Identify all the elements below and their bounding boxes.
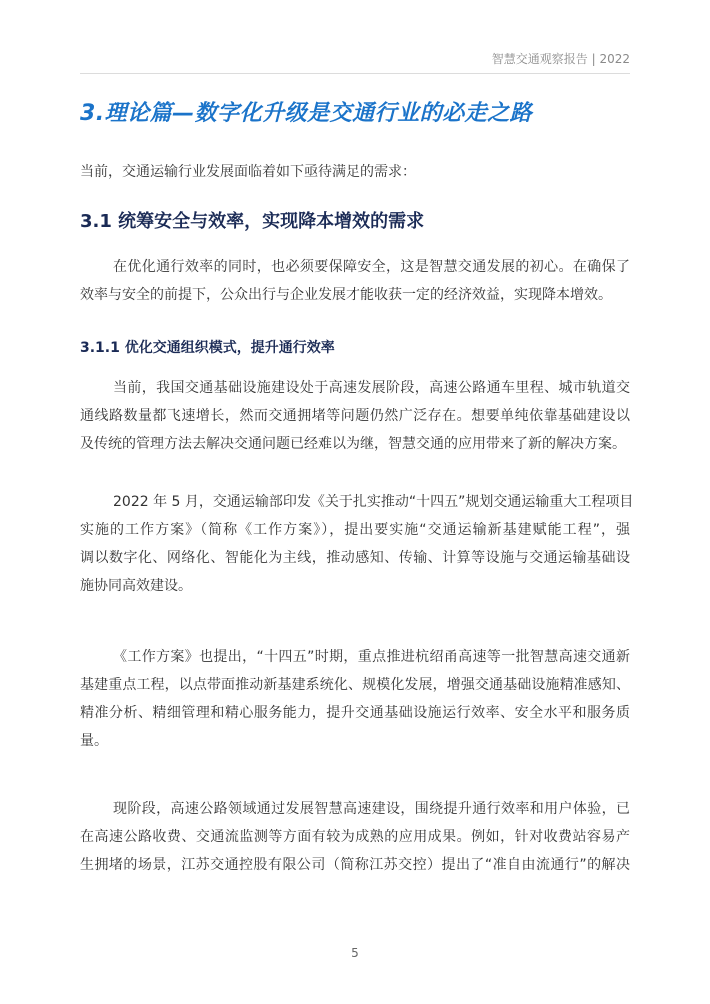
paragraph-line: 在高速公路收费、交通流监测等方面有较为成熟的应用成果。例如，针对收费站容易产 — [80, 829, 630, 845]
paragraph-line: 施协同高效建设。 — [80, 578, 192, 594]
paragraph-line: 《工作方案》也提出，“十四五”时期，重点推进杭绍甬高速等一批智慧高速交通新 — [113, 649, 630, 665]
paragraph-line: 及传统的管理方法去解决交通问题已经难以为继，智慧交通的应用带来了新的解决方案。 — [80, 436, 626, 452]
paragraph-3-1-1-a — [80, 374, 630, 458]
paragraph-line: 基建重点工程，以点带面推动新基建系统化、规模化发展，增强交通基础设施精准感知、 — [80, 677, 630, 693]
paragraph-3-1-1-b — [80, 488, 634, 600]
paragraph-line: 实施的工作方案》（简称《工作方案》），提出要实施“交通运输新基建赋能工程”，强 — [80, 522, 630, 538]
paragraph-line: 现阶段，高速公路领域通过发展智慧高速建设，围绕提升通行效率和用户体验，已 — [113, 801, 630, 817]
section-heading-3-1: 3.1 统筹安全与效率，实现降本增效的需求 — [80, 211, 425, 232]
page-number: 5 — [351, 946, 359, 960]
paragraph-3-1-1-d — [80, 795, 630, 879]
paragraph-line: 当前，我国交通基础设施建设处于高速发展阶段，高速公路通车里程、城市轨道交 — [113, 380, 630, 396]
paragraph-line: 在优化通行效率的同时，也必须要保障安全，这是智慧交通发展的初心。在确保了 — [113, 259, 630, 275]
paragraph-line: 精准分析、精细管理和精心服务能力，提升交通基础设施运行效率、安全水平和服务质 — [80, 705, 630, 721]
section-heading-3-1-1: 3.1.1 优化交通组织模式，提升通行效率 — [80, 340, 335, 356]
paragraph-line: 效率与安全的前提下，公众出行与企业发展才能收获一定的经济效益，实现降本增效。 — [80, 287, 612, 303]
paragraph-line: 2022 年 5 月，交通运输部印发《关于扎实推动“十四五”规划交通运输重大工程项目 — [113, 494, 634, 510]
chapter-title: 3.理论篇—数字化升级是交通行业的必走之路 — [80, 101, 533, 126]
paragraph-line: 通线路数量都飞速增长，然而交通拥堵等问题仍然广泛存在。想要单纯依靠基础建设以 — [80, 408, 630, 424]
header-divider — [80, 73, 630, 74]
paragraph-line: 量。 — [80, 733, 108, 749]
paragraph-line: 调以数字化、网络化、智能化为主线，推动感知、传输、计算等设施与交通运输基础设 — [80, 550, 630, 566]
paragraph-3-1-1-c — [80, 643, 630, 755]
report-header-tag: 智慧交通观察报告 | 2022 — [491, 52, 630, 66]
paragraph-line: 生拥堵的场景，江苏交通控股有限公司（简称江苏交控）提出了“准自由流通行”的解决 — [80, 857, 630, 873]
intro-text: 当前，交通运输行业发展面临着如下亟待满足的需求： — [80, 164, 416, 180]
paragraph-3-1 — [80, 253, 630, 309]
